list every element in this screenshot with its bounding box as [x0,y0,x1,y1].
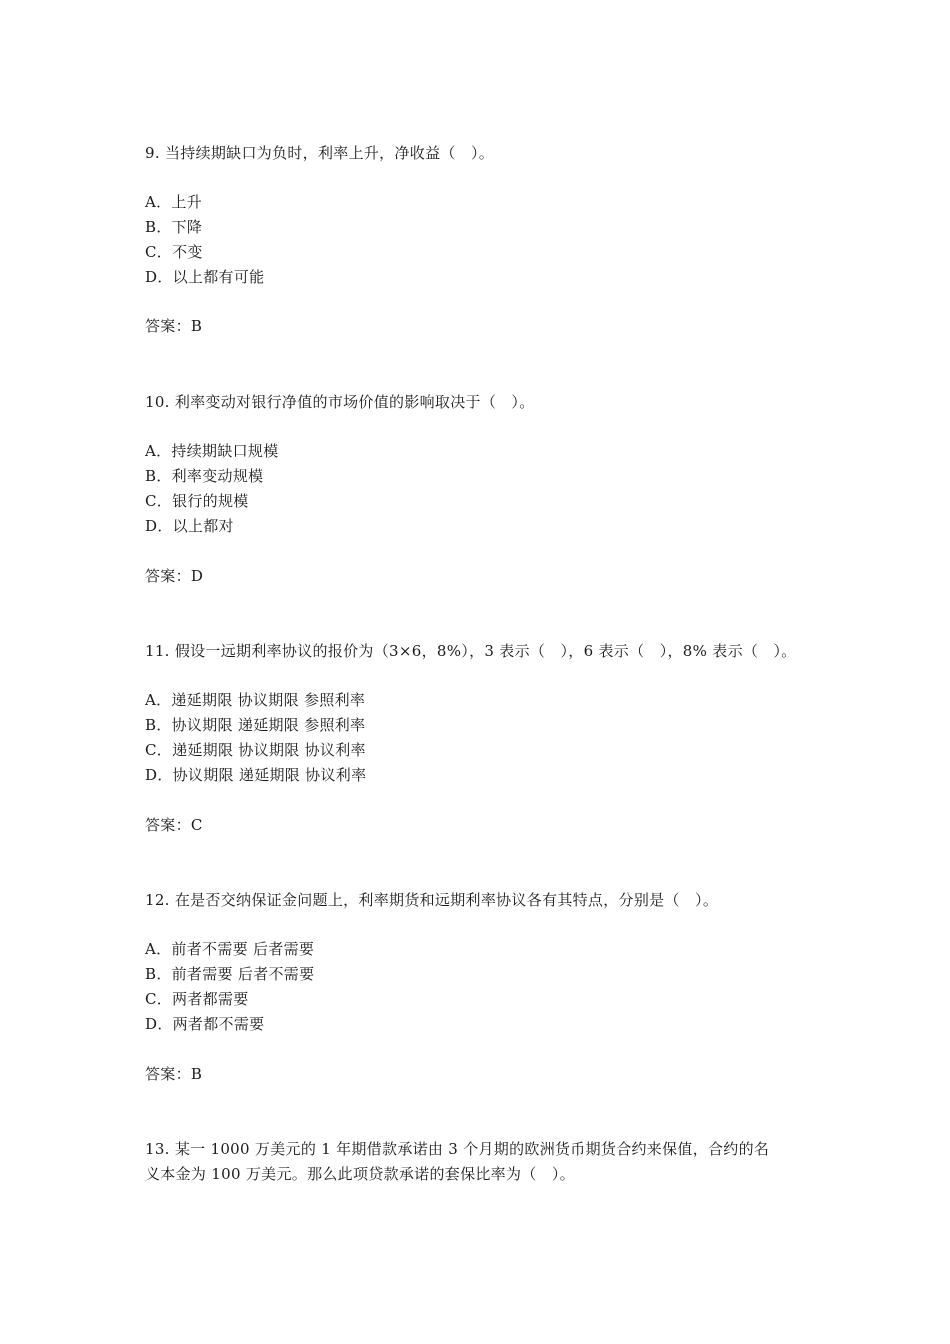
question-9-option-b: B．下降 [145,218,203,236]
question-11-stem: 11. 假设一远期利率协议的报价为（3×6，8%），3 表示（ ），6 表示（ ），8% 表示（ ）。 [145,642,797,660]
question-11-answer: 答案：C [145,816,203,834]
question-9-option-a: A．上升 [145,193,203,211]
question-10-answer: 答案：D [145,567,204,585]
question-12-option-c: C．两者都需要 [145,990,249,1008]
question-12-option-a: A．前者不需要 后者需要 [145,940,315,958]
question-12-stem: 12. 在是否交纳保证金问题上，利率期货和远期利率协议各有其特点，分别是（ ）。 [145,891,719,909]
question-9-option-c: C．不变 [145,243,203,261]
question-9-answer: 答案：B [145,317,203,335]
question-13-stem-line-2: 义本金为 100 万美元。那么此项贷款承诺的套保比率为（ ）。 [145,1165,575,1183]
question-11-option-a: A．递延期限 协议期限 参照利率 [145,691,366,709]
question-12-option-b: B．前者需要 后者不需要 [145,965,315,983]
question-11-option-d: D．协议期限 递延期限 协议利率 [145,766,367,784]
question-10-option-c: C．银行的规模 [145,492,249,510]
question-11-option-c: C．递延期限 协议期限 协议利率 [145,741,366,759]
question-10-stem: 10. 利率变动对银行净值的市场价值的影响取决于（ ）。 [145,393,535,411]
question-10-option-b: B．利率变动规模 [145,467,264,485]
question-12-option-d: D．两者都不需要 [145,1015,265,1033]
question-9-option-d: D．以上都有可能 [145,268,265,286]
question-10-option-a: A．持续期缺口规模 [145,442,279,460]
question-11-option-b: B．协议期限 递延期限 参照利率 [145,716,366,734]
question-12-answer: 答案：B [145,1065,203,1083]
question-13-stem-line-1: 13. 某一 1000 万美元的 1 年期借款承诺由 3 个月期的欧洲货币期货合约来保值，合约的名 [145,1140,770,1158]
question-10-option-d: D．以上都对 [145,517,234,535]
question-9-stem: 9. 当持续期缺口为负时，利率上升，净收益（ ）。 [145,144,495,162]
